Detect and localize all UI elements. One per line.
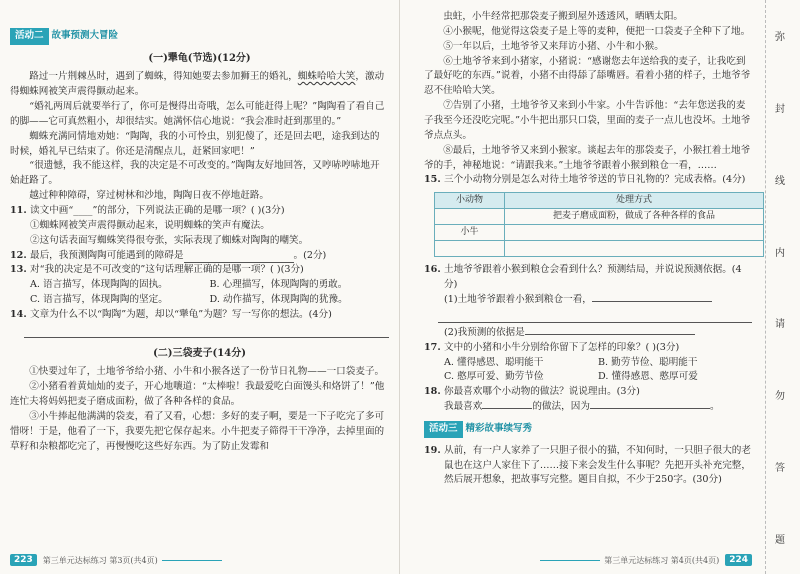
section-title: (二)三袋麦子(14分) — [153, 347, 246, 359]
page-footer: 223 第三单元达标练习 第3页(共4页) — [10, 554, 226, 566]
activity-tag: 活动三 — [424, 421, 463, 438]
option-list: A. 语言描写，体现陶陶的固执。 B. 心理描写，体现陶陶的勇敢。 C. 语言描写，体现陶陶的坚定。 D. 动作描写，体现陶陶的犹豫。 — [30, 279, 348, 306]
paragraph: “婚礼两周后就要举行了，你可是慢得出奇哦，怎么可能赶得上呢？”陶陶看了看自己的脚——它可真然粗小，却很结实。她满怀信心地说：“我会准时赶到那里的。” — [10, 100, 385, 127]
left-content — [10, 28, 389, 454]
activity-header — [424, 421, 752, 438]
right-content: 虫蛀，小牛经常把那袋麦子搬到屋外透透风，晒晒太阳。 ④小猴呢，他觉得这袋麦子是上等的麦种，便把一口袋麦子全种下了地。 ⑤一年以后，土地爷爷又来拜访小猪、小牛和小猴。 ⑥土地爷爷来到小猪家，小猪说：“感谢您去年送给我的麦子，让我吃到了最好吃的东西。”说着，小猪不由得舔了舔嘴唇。看着小猪的样子，土地爷爷忍不住哈哈大笑。 ⑦告别了小猪，土地爷爷又来到小牛家。小牛告诉他：“去年您送我的麦子我至今还没吃完呢。”小牛把出那只口袋，里面的麦子一点儿也没坏。土地爷爷点点头。 ⑧最后，土地爷爷又来到小猴家。谈起去年的那袋麦子，小猴扛着土地爷爷的手，神秘地说：“请跟我来。”土地爷爷跟着小猴到粮仓一看，…… 15. 三个小动物分别是怎么对待土地爷爷送的节日礼物的？完成表格。(4分) 小动物 处理方式 把麦子磨成面粉，做成了各种各样的食品 小牛 16. 土地爷爷跟着小猴到粮仓会看到什么？预测结局，并说说预测依据。(4分) (1)土地爷爷跟着小猴到粮仓一看， (2)我预测的依据是 17. 文中的小猪和小牛分别给你留下了怎样的印象？( )(3分) A. 懂得感恩、聪明能干 B. 勤劳节俭、聪明能干 C. 憨厚可爱、勤劳节俭 D. 懂得感恩、憨厚可爱 18. 你最喜欢哪个小动物的做法？说说理由。(3分) 我最喜欢 的做法，因为 。 活动三 精彩故事续写秀 19. 从前，有一户人家养了一只胆子很小的猫，不知何时，一只胆子很大的老鼠也在这户人家住下了……接下来会发生什么事呢？先把开头补充完整，然后展开想象，把故事写完整。题目自拟，不少于250字。(30分) — [424, 10, 752, 488]
answer-blank[interactable] — [525, 334, 695, 335]
paragraph: ⑥土地爷爷来到小猪家，小猪说：“感谢您去年送给我的麦子，让我吃到了最好吃的东西。”说着，小猪不由得舔了舔嘴唇。看着小猪的样子，土地爷爷忍不住哈哈大笑。 — [424, 55, 751, 97]
passage — [10, 365, 389, 454]
passage — [424, 10, 752, 173]
paragraph: 虫蛀，小牛经常把那袋麦子搬到屋外透透风，晒晒太阳。 — [443, 11, 684, 22]
paragraph: ④小猴呢，他觉得这袋麦子是上等的麦种，便把一口袋麦子全种下了地。 — [443, 25, 751, 37]
table-cell[interactable] — [505, 225, 764, 241]
paragraph: ⑧最后，土地爷爷又来到小猴家。谈起去年的那袋麦子，小猴扛着土地爷爷的手，神秘地说：“请跟我来。”土地爷爷跟着小猴到粮仓一看，…… — [424, 144, 751, 171]
paragraph: ①快要过年了，土地爷爷给小猪、小牛和小猴各送了一份节日礼物——一口袋麦子。 — [29, 366, 385, 378]
question-17: 17. 文中的小猪和小牛分别给你留下了怎样的印象？( )(3分) — [424, 341, 680, 353]
table-cell[interactable] — [435, 209, 505, 225]
page-footer: 第三单元达标练习 第4页(共4页) 224 — [536, 554, 752, 566]
paragraph: 越过种种障碍，穿过树林和沙地，陶陶日夜不停地赶路。 — [29, 190, 270, 202]
paragraph: “很遗憾，我不能这样，我的决定是不可改变的。”陶陶友好地回答，又哼哧哼哧地开始赶路了。 — [10, 160, 380, 187]
answer-line[interactable] — [438, 311, 752, 323]
paragraph: 路过一片荆棘丛时，遇到了蜘蛛，得知她要去参加狮王的婚礼，蜘蛛哈哈大笑，激动得蜘蛛网被笑声震得颤动起来。 — [10, 71, 385, 98]
table-cell[interactable] — [435, 241, 505, 257]
answer-blank[interactable] — [592, 301, 712, 302]
paragraph: ⑦告别了小猪，土地爷爷又来到小牛家。小牛告诉他：“去年您送我的麦子我至今还没吃完呢。”小牛把出那只口袋，里面的麦子一点儿也没坏。土地爷爷点点头。 — [424, 100, 751, 141]
option-list: ①蜘蛛网被笑声震得颤动起来，说明蜘蛛的笑声有魔法。 ②这句话表面写蜘蛛笑得很夸张，实际表现了蜘蛛对陶陶的嘲笑。 — [30, 219, 309, 246]
activity-title: 精彩故事续写秀 — [465, 423, 533, 435]
paragraph: 蜘蛛充满同情地劝她：“陶陶，我的小可怜虫，别犯傻了，还是回去吧，途我到达的时候，婚礼早已结束了。你还是清醒点儿，赶紧回家吧！” — [10, 130, 380, 157]
paragraph: ⑤一年以后，土地爷爷又来拜访小猪、小牛和小猴。 — [443, 40, 664, 52]
activity-header — [10, 28, 389, 45]
answer-blank[interactable] — [590, 408, 710, 409]
section-title: (一)犟龟(节选)(12分) — [148, 52, 251, 64]
question-15: 15. 三个小动物分别是怎么对待土地爷爷送的节日礼物的？完成表格。(4分) — [424, 174, 746, 186]
question-19: 19. 从前，有一户人家养了一只胆子很小的猫，不知何时，一只胆子很大的老鼠也在这户人家住下了……接下来会发生什么事呢？先把开头补充完整，然后展开想象，把故事写完整。题目自拟，不少于250字。(30分) — [424, 444, 751, 486]
underlined-phrase: 蜘蛛哈哈大笑 — [297, 71, 356, 83]
question-13: 13. 对“我的决定是不可改变的”这句话理解正确的是哪一项？( )(3分) — [10, 264, 304, 276]
activity-tag: 活动二 — [10, 28, 49, 45]
answer-blank[interactable] — [184, 249, 294, 264]
question-11: 11. 读文中画“____”的部分，下列说法正确的是哪一项？( )(3分) — [10, 204, 285, 216]
right-page — [400, 0, 800, 574]
table-cell[interactable] — [505, 241, 764, 257]
page-number: 223 — [10, 554, 37, 566]
page-number: 224 — [725, 554, 752, 566]
question-14: 14. 文章为什么不以“陶陶”为题，却以“犟龟”为题？写一写你的想法。(4分) — [10, 308, 332, 320]
question-18: 18. 你最喜欢哪个小动物的做法？说说理由。(3分) — [424, 386, 640, 398]
paragraph: ②小猪看着黄灿灿的麦子，开心地嚷道：“太棒啦！我最爱吃白面馒头和烙饼了！”他连忙夫将妈妈把麦子磨成面粉，做了各种各样的食品。 — [10, 381, 385, 408]
answer-blank[interactable] — [482, 408, 532, 409]
answer-table: 小动物 处理方式 把麦子磨成面粉，做成了各种各样的食品 小牛 — [434, 192, 764, 257]
passage — [10, 70, 389, 204]
question-16: 16. 土地爷爷跟着小猴到粮仓会看到什么？预测结局，并说说预测依据。(4分) — [424, 264, 742, 291]
option-list: A. 懂得感恩、聪明能干 B. 勤劳节俭、聪明能干 C. 憨厚可爱、勤劳节俭 D. 懂得感恩、憨厚可爱 — [444, 356, 698, 383]
paragraph: ③小牛捧起他满满的袋麦，看了又看，心想：多好的麦子啊，要是一下子吃完了多可惜呀！于是，他看了一下，我要先把它保存起来。小牛把麦子筛得干干净净，去掉里面的草籽和杂粮都吃完了，再慢慢吃这些好东西。为了防止发霉和 — [10, 410, 385, 452]
question-12: 12. 最后，我预测陶陶可能遇到的障碍是 。(2分) — [10, 249, 389, 264]
answer-line[interactable] — [24, 326, 389, 338]
seal-text: 弥 封 线 内 请 勿 答 题 — [775, 32, 785, 546]
activity-title: 故事预测大冒险 — [51, 30, 119, 41]
